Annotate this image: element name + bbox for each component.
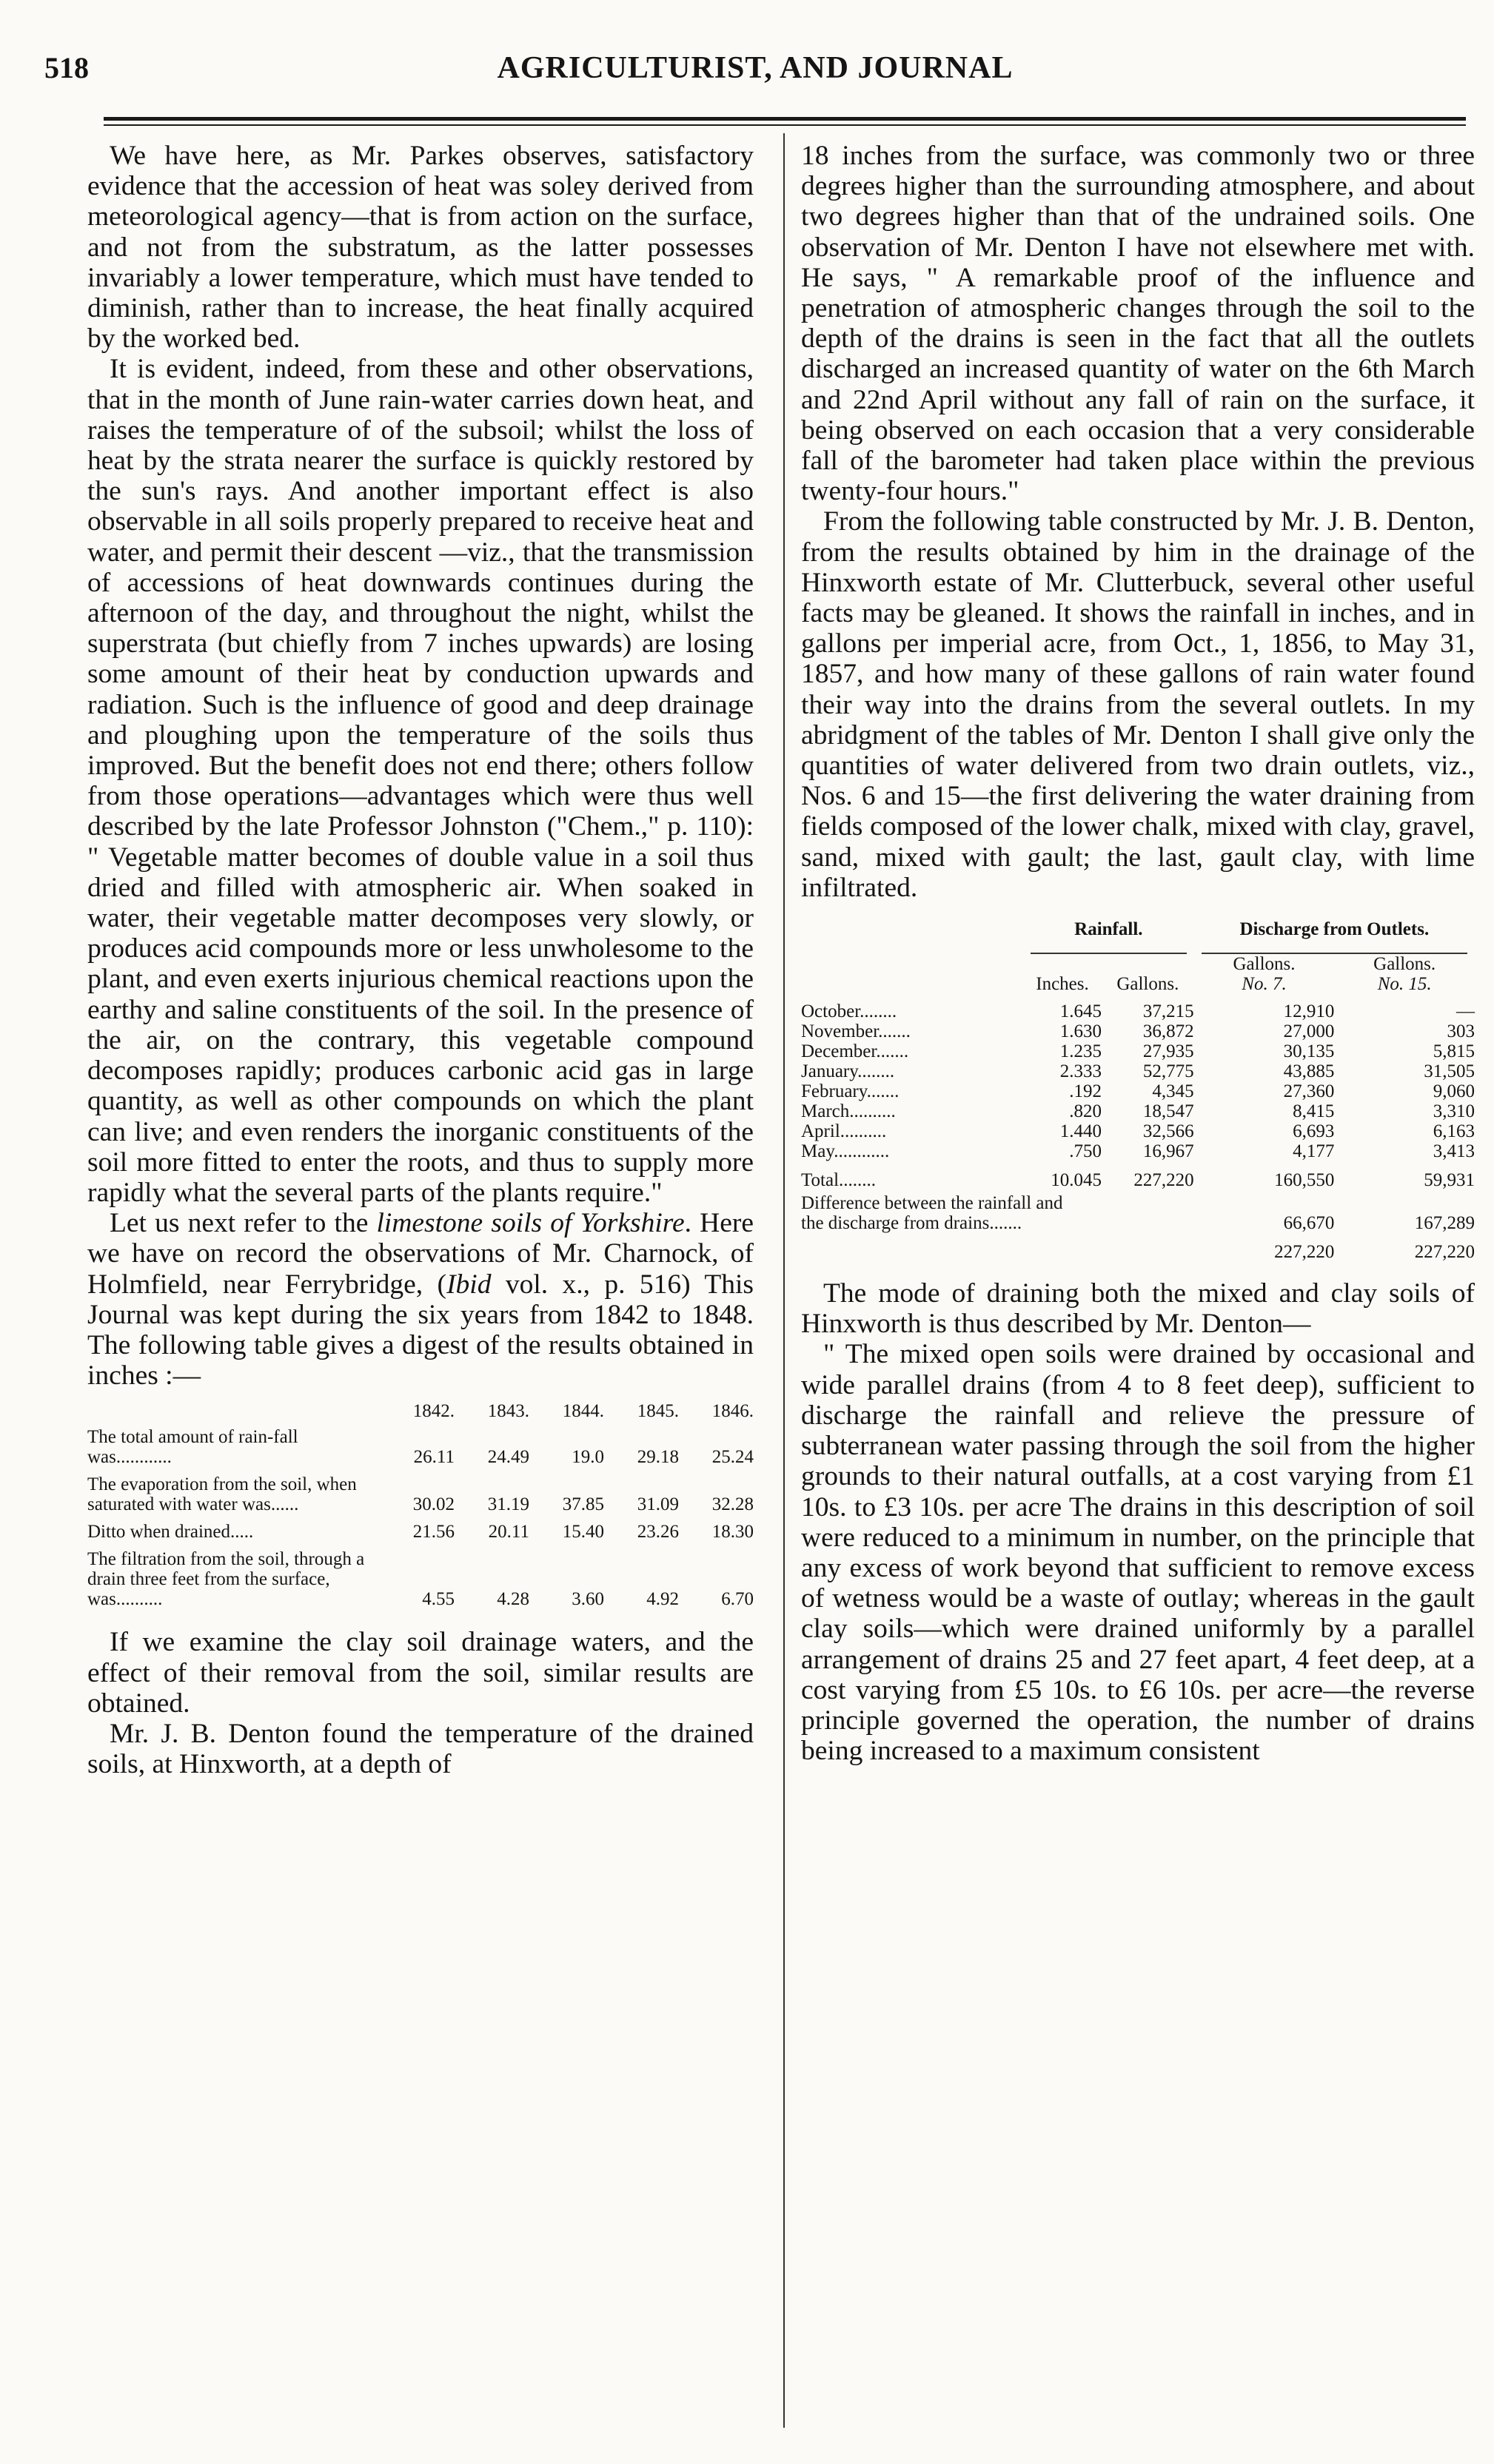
col-header-no7: Gallons. No. 7.	[1233, 954, 1296, 995]
year-header: 1844.	[562, 1401, 604, 1422]
table-cell: 160,550	[1274, 1170, 1335, 1191]
page-number: 518	[44, 51, 89, 84]
table-cell: 167,289	[1414, 1213, 1475, 1234]
month-label: April..........	[801, 1121, 887, 1142]
page-header	[44, 44, 1466, 96]
table-row	[87, 1549, 754, 1617]
table-cell: 6,693	[1293, 1121, 1335, 1142]
table-cell: 30,135	[1283, 1041, 1335, 1062]
table-group-header	[801, 919, 1475, 942]
table-cell: .750	[1069, 1141, 1102, 1162]
table-cell: 3,310	[1433, 1101, 1475, 1122]
group-rainfall: Rainfall.	[1074, 919, 1143, 940]
table-cell: 5,815	[1433, 1041, 1475, 1062]
row-label: Ditto when drained.....	[87, 1522, 254, 1542]
paragraph: From the following table constructed by Mr. J. B. Denton, from the results obtained by him in the drainage of the Hinxworth estate of Mr. Clutterbuck, several other useful facts may be gleaned. It shows the rainfall in inches, and in gallons per imperial acre, from Oct., 1, 1856, to May 31, 1857, and how many of these gallons of rain water found their way into the drains from the several outlets. In my abridgment of the tables of Mr. Denton I shall give only the quantities of water delivered from two drain outlets, viz., Nos. 6 and 15—the first delivering the water draining from fields composed of the lower chalk, mixed with clay, gravel, sand, mixed with gault; the last, gault clay, with lime infiltrated.	[801, 506, 1475, 903]
table-row	[801, 1141, 1475, 1161]
table-cell: .192	[1069, 1081, 1102, 1102]
sum-row	[801, 1233, 1475, 1278]
table-cell: 27,935	[1142, 1041, 1194, 1062]
difference-label: Difference between the rainfall and the discharge from drains.......	[801, 1193, 1063, 1234]
paragraph: We have here, as Mr. Parkes observes, satisfactory evidence that the accession of heat was soley derived from meteorological agency—that is from action on the surface, and not from the substratum, as the latter possesses invariably a lower temperature, which must have tended to diminish, rather than to increase, the heat finally acquired by the worked bed.	[87, 141, 754, 355]
col-header-inches: Inches.	[1036, 974, 1089, 995]
table-cell: 10.045	[1051, 1170, 1102, 1191]
month-label: December.......	[801, 1041, 909, 1062]
paragraph: It is evident, indeed, from these and other observations, that in the month of June rain-water carries down heat, and raises the temperature of of the subsoil; whilst the loss of heat by the strata nearer the surface is quickly restored by the sun's rays. And another important effect is also observable in all soils properly prepared to receive heat and water, and permit their descent —viz., that the transmission of accessions of heat downwards continues during the afternoon of the day, and throughout the night, whilst the superstrata (but chiefly from 7 inches upwards) are losing some amount of their heat by conduction upwards and radiation. Such is the influence of good and deep drainage and ploughing upon the temperature of the soils thus improved. But the benefit does not end there; others follow from those operations—advantages which were thus well described by the late Professor Johnston ("Chem.," p. 110): " Vegetable matter becomes of double value in a soil thus dried and filled with atmospheric air. When soaked in water, their vegetable matter decomposes very slowly, or produces acid compounds more or less unwholesome to the plant, and even exerts injurious chemical reactions upon the earthy and saline constituents of the soil. In the presence of the air, on the contrary, this vegetable compound decomposes rapidly; produces carbonic acid gas in large quantity, as well as other compounds on which the plant can live; and even renders the inorganic constituents of the soil more fitted to enter the roots, and thus to supply more rapidly what the several parts of the plants require."	[87, 354, 754, 1208]
col-header-no15: Gallons. No. 15.	[1373, 954, 1436, 995]
table-cell: 6.70	[721, 1589, 754, 1610]
yorkshire-rainfall-table	[87, 1401, 754, 1617]
table-row	[801, 1001, 1475, 1021]
table-cell: 1.645	[1059, 1001, 1102, 1022]
table-row	[801, 1081, 1475, 1101]
table-cell: 16,967	[1142, 1141, 1194, 1162]
table-header-row	[801, 954, 1475, 1001]
table-cell: 23.26	[637, 1522, 679, 1542]
year-header: 1842.	[412, 1401, 455, 1422]
paragraph: If we examine the clay soil drainage waters, and the effect of their removal from the soil, similar results are obtained.	[87, 1627, 754, 1719]
difference-row	[801, 1190, 1475, 1233]
table-cell: 4.28	[497, 1589, 529, 1610]
month-label: February.......	[801, 1081, 900, 1102]
table-cell: 1.235	[1059, 1041, 1102, 1062]
table-cell: 52,775	[1142, 1061, 1194, 1082]
table-cell: 30.02	[412, 1494, 455, 1515]
paragraph: 18 inches from the surface, was commonly two or three degrees higher than the surrounding atmosphere, and about two degrees higher than that of the undrained soils. One observation of Mr. Denton I have not elsewhere met with. He says, " A remarkable proof of the influence and penetration of atmospheric changes through the soil to the depth of the drains is seen in the fact that all the outlets discharged an increased quantity of water on the 6th March and 22nd April without any fall of rain on the surface, it being observed on each occasion that a very considerable fall of the barometer had taken place within the previous twenty-four hours."	[801, 141, 1475, 507]
header-rule	[104, 117, 1466, 121]
table-header-row	[87, 1401, 754, 1427]
month-label: March..........	[801, 1101, 896, 1122]
row-label: The evaporation from the soil, when saturated with water was......	[87, 1474, 357, 1515]
table-cell: 31.09	[637, 1494, 679, 1515]
table-cell: 1.440	[1059, 1121, 1102, 1142]
hinxworth-rainfall-table	[801, 919, 1475, 1278]
month-label: January........	[801, 1061, 895, 1082]
table-cell: 24.49	[487, 1447, 529, 1468]
table-cell: 3.60	[572, 1589, 604, 1610]
table-cell: 20.11	[488, 1522, 529, 1542]
table-cell: 4.55	[422, 1589, 455, 1610]
table-cell: 36,872	[1142, 1021, 1194, 1042]
table-cell: 66,670	[1283, 1213, 1335, 1234]
year-header: 1843.	[487, 1401, 529, 1422]
table-cell: 4,345	[1152, 1081, 1194, 1102]
paragraph: The mode of draining both the mixed and clay soils of Hinxworth is thus described by Mr. Denton—	[801, 1278, 1475, 1340]
col-header-gallons: Gallons.	[1116, 974, 1179, 995]
table-cell: 37.85	[562, 1494, 604, 1515]
table-cell: 25.24	[711, 1447, 754, 1468]
table-cell: 4,177	[1293, 1141, 1335, 1162]
table-cell: 8,415	[1293, 1101, 1335, 1122]
header-rule-thin	[104, 124, 1466, 126]
table-row	[87, 1474, 754, 1522]
table-row	[801, 1021, 1475, 1041]
table-cell: 31.19	[487, 1494, 529, 1515]
row-label: The filtration from the soil, through a drain three feet from the surface, was..........	[87, 1549, 365, 1610]
table-row	[801, 1061, 1475, 1081]
table-cell: 303	[1447, 1021, 1475, 1042]
month-label: October........	[801, 1001, 897, 1022]
table-cell: 29.18	[637, 1447, 679, 1468]
table-cell: 43,885	[1283, 1061, 1335, 1082]
column-divider	[783, 133, 785, 2428]
table-cell: 6,163	[1433, 1121, 1475, 1142]
table-cell: 59,931	[1424, 1170, 1475, 1191]
paragraph: Let us next refer to the limestone soils of Yorkshire. Here we have on record the observations of Mr. Charnock, of Holmfield, near Ferrybridge, (Ibid vol. x., p. 516) This Journal was kept during the six years from 1842 to 1848. The following table gives a digest of the results obtained in inches :—	[87, 1208, 754, 1392]
left-column	[87, 141, 754, 1779]
table-cell: 27,360	[1283, 1081, 1335, 1102]
table-cell: 15.40	[562, 1522, 604, 1542]
brace-row	[801, 942, 1475, 954]
total-label: Total........	[801, 1170, 877, 1191]
table-cell: 227,220	[1274, 1242, 1335, 1263]
table-cell: 26.11	[413, 1447, 455, 1468]
table-cell: 19.0	[572, 1447, 604, 1468]
table-cell: 32.28	[711, 1494, 754, 1515]
hinxworth-table-wrap	[801, 919, 1475, 1278]
total-row	[801, 1161, 1475, 1190]
table-cell: 12,910	[1283, 1001, 1335, 1022]
month-label: May............	[801, 1141, 890, 1162]
table-cell: —	[1456, 1001, 1475, 1022]
table-cell: .820	[1069, 1101, 1102, 1122]
right-column	[801, 141, 1475, 1766]
table-cell: 9,060	[1433, 1081, 1475, 1102]
month-label: November.......	[801, 1021, 911, 1042]
table-cell: 227,220	[1414, 1242, 1475, 1263]
table-row	[801, 1121, 1475, 1141]
table-row	[87, 1522, 754, 1549]
table-cell: 4.92	[646, 1589, 679, 1610]
year-header: 1846.	[711, 1401, 754, 1422]
row-label: The total amount of rain-fall was............	[87, 1427, 298, 1468]
running-title: AGRICULTURIST, AND JOURNAL	[497, 51, 1014, 85]
table-row	[87, 1427, 754, 1474]
table-cell: 1.630	[1059, 1021, 1102, 1042]
group-discharge: Discharge from Outlets.	[1239, 919, 1430, 940]
paragraph: " The mixed open soils were drained by occasional and wide parallel drains (from 4 to 8 feet deep), sufficient to discharge the rainfall and relieve the pressure of subterranean water passing through the soil from the higher grounds to their natural outfalls, at a cost varying from £1 10s. to £3 10s. per acre The drains in this description of soil were reduced to a minimum in number, on the principle that any excess of work beyond that sufficient to remove excess of wetness would be a waste of outlay; whereas in the gault clay soils—which were drained uniformly by a parallel arrangement of drains 25 and 27 feet apart, 4 feet deep, at a cost varying from £5 10s. to £6 10s. per acre—the reverse principle governed the operation, the number of drains being increased to a maximum consistent	[801, 1339, 1475, 1767]
table-cell: 31,505	[1424, 1061, 1475, 1082]
table-cell: 3,413	[1433, 1141, 1475, 1162]
paragraph: Mr. J. B. Denton found the temperature of the drained soils, at Hinxworth, at a depth of	[87, 1718, 754, 1780]
table-row	[801, 1041, 1475, 1061]
table-cell: 21.56	[412, 1522, 455, 1542]
table-cell: 37,215	[1142, 1001, 1194, 1022]
table-cell: 18.30	[711, 1522, 754, 1542]
table-row	[801, 1101, 1475, 1121]
table-cell: 2.333	[1059, 1061, 1102, 1082]
year-header: 1845.	[637, 1401, 679, 1422]
table-cell: 18,547	[1142, 1101, 1194, 1122]
table-cell: 32,566	[1142, 1121, 1194, 1142]
table-cell: 27,000	[1283, 1021, 1335, 1042]
table-cell: 227,220	[1133, 1170, 1194, 1191]
